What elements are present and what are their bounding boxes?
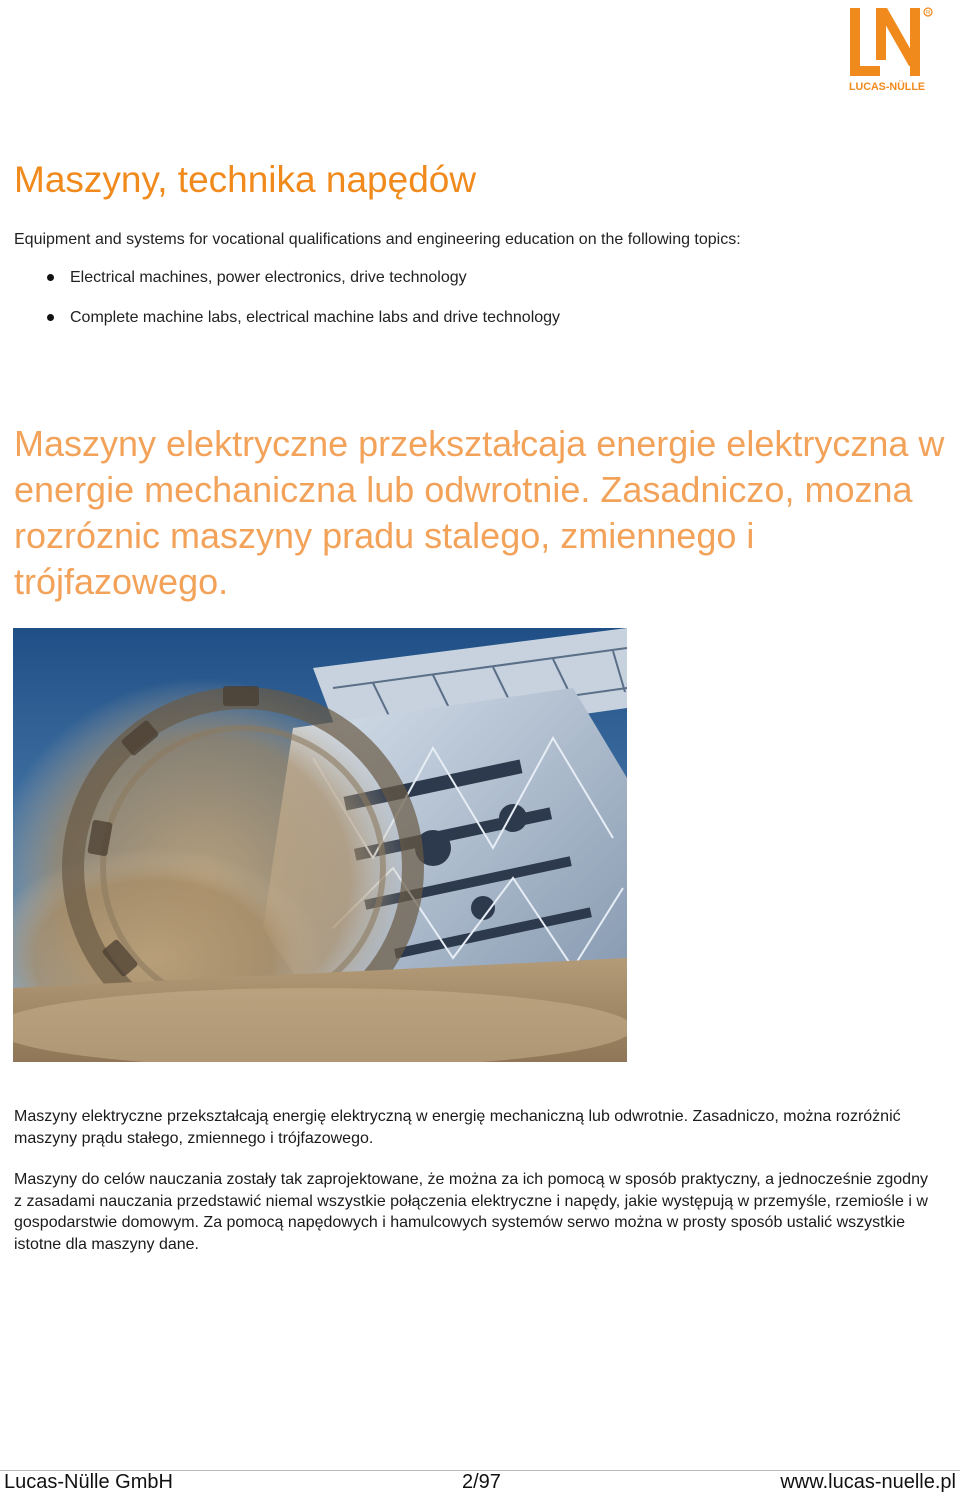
footer-company: Lucas-Nülle GmbH: [4, 1471, 173, 1493]
bullet-icon: [47, 274, 54, 281]
section-subheading: Maszyny elektryczne przekształcaja energie elektryczna w energie mechaniczna lub odwrotnie. Zasadniczo, mozna rozróznic maszyny pradu stalego, zmiennego i trójfazowego.: [14, 423, 945, 602]
page-number: 2/97: [462, 1471, 501, 1493]
footer-url: www.lucas-nuelle.pl: [780, 1471, 956, 1493]
page-title: Maszyny, technika napędów: [14, 159, 477, 200]
topic-list: [14, 268, 560, 348]
lucas-nuelle-logo: [846, 4, 936, 96]
svg-text:R: R: [926, 10, 931, 17]
list-item-label: Complete machine labs, electrical machine labs and drive technology: [70, 309, 561, 326]
svg-text:LUCAS-NÜLLE: LUCAS-NÜLLE: [849, 81, 928, 93]
list-item-label: Electrical machines, power electronics, drive technology: [70, 269, 467, 286]
body-paragraph: Maszyny do celów nauczania zostały tak zaprojektowane, że można za ich pomocą w sposób praktyczny, a jednocześnie zgodny z zasadami nauczania przedstawić niemal wszystkie połączenia elektryczne i napędy, jakie występują w przemyśle, rzemiośle i w gospodarstwie domowym. Za pomocą napędowych i hamulcowych systemów serwo można w prosty sposób ustalić wszystkie istotne dla maszyny dane.: [14, 1171, 928, 1253]
bullet-icon: [47, 314, 54, 321]
list-item: [14, 268, 560, 308]
body-paragraph: Maszyny elektryczne przekształcają energię elektryczną w energię mechaniczną lub odwrotnie. Zasadniczo, można rozróżnić maszyny prądu stałego, zmiennego i trójfazowego.: [14, 1108, 901, 1147]
intro-text: Equipment and systems for vocational qualifications and engineering education on the following topics:: [14, 231, 741, 248]
bucket-wheel-excavator-photo: [13, 628, 627, 1062]
page-footer: [4, 1472, 956, 1492]
list-item: [14, 308, 560, 348]
